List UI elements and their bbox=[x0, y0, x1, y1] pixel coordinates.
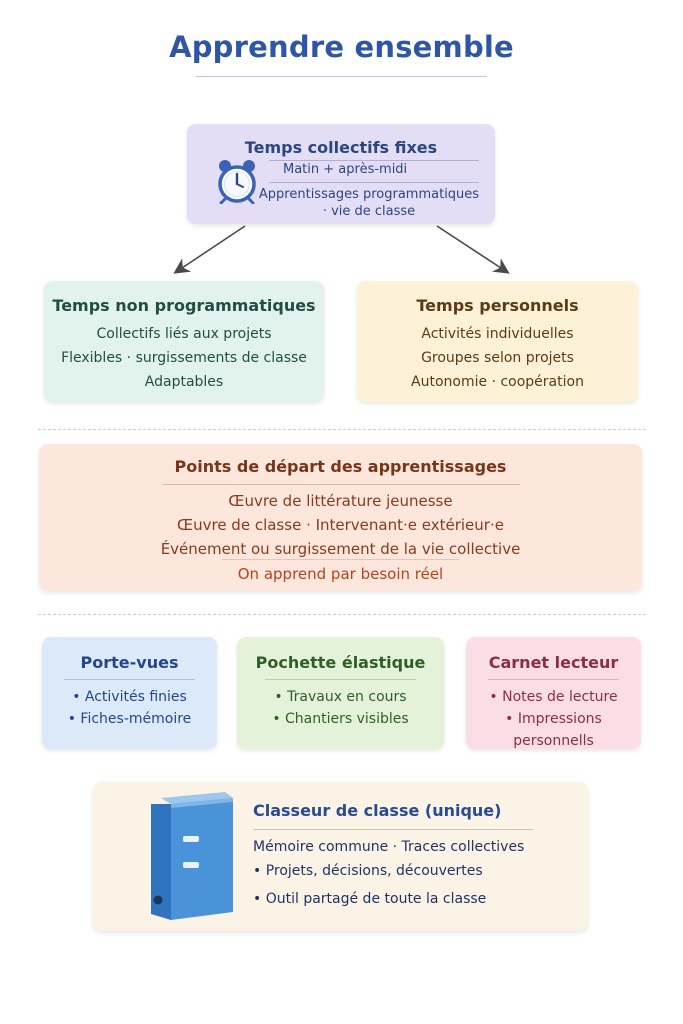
page-title: Apprendre ensemble bbox=[169, 30, 514, 64]
non-programmatic-time-title: Temps non programmatiques bbox=[52, 296, 316, 315]
list-item: • Activités finies bbox=[72, 689, 187, 705]
pochette-elastique-items bbox=[237, 686, 444, 730]
learning-start-points-box bbox=[39, 444, 642, 591]
non-programmatic-time-box bbox=[44, 281, 324, 402]
porte-vues-items bbox=[42, 686, 217, 730]
fixed-collective-time-box bbox=[187, 124, 495, 224]
fixed-time-line-b: · vie de classe bbox=[322, 204, 416, 219]
list-item: Flexibles · surgissements de classe bbox=[61, 350, 307, 366]
list-item: Groupes selon projets bbox=[421, 350, 574, 366]
schedule-text: Matin + après-midi bbox=[283, 162, 408, 177]
list-item: Collectifs liés aux projets bbox=[96, 326, 272, 342]
learning-start-points-title: Points de départ des apprentissages bbox=[174, 457, 507, 476]
list-item: Événement ou surgissement de la vie collective bbox=[160, 540, 521, 558]
divider bbox=[269, 182, 479, 183]
section-divider bbox=[38, 429, 646, 430]
personal-time-lines bbox=[357, 322, 638, 394]
learning-start-points-lines bbox=[39, 489, 642, 561]
divider bbox=[162, 484, 520, 485]
divider bbox=[64, 679, 195, 680]
list-item: • Projets, décisions, découvertes bbox=[253, 863, 483, 879]
fixed-collective-time-title: Temps collectifs fixes bbox=[244, 138, 438, 157]
pochette-elastique-box bbox=[237, 637, 444, 749]
porte-vues-box bbox=[42, 637, 217, 749]
list-item: Activités individuelles bbox=[421, 326, 574, 342]
fixed-time-line-a: Apprentissages programmatiques bbox=[258, 187, 480, 202]
classeur-title: Classeur de classe (unique) bbox=[253, 801, 502, 820]
binder-icon bbox=[143, 788, 243, 922]
list-item: • Impressions personnells bbox=[505, 711, 602, 749]
list-item: • Fiches-mémoire bbox=[67, 711, 192, 727]
learning-start-points-footer: On apprend par besoin réel bbox=[237, 565, 444, 583]
divider bbox=[265, 679, 416, 680]
carnet-lecteur-title: Carnet lecteur bbox=[488, 653, 619, 672]
arrow-right bbox=[437, 226, 507, 272]
porte-vues-title: Porte-vues bbox=[80, 653, 179, 672]
personal-time-box bbox=[357, 281, 638, 402]
fixed-time-description bbox=[247, 186, 491, 220]
list-item: Autonomie · coopération bbox=[411, 374, 584, 390]
section-divider bbox=[38, 614, 646, 615]
list-item: • Chantiers visibles bbox=[272, 711, 409, 727]
divider bbox=[269, 160, 479, 161]
non-programmatic-time-lines bbox=[44, 322, 324, 394]
list-item: • Travaux en cours bbox=[274, 689, 407, 705]
carnet-lecteur-items bbox=[466, 686, 641, 752]
list-item: Œuvre de classe · Intervenant·e extérieur·e bbox=[177, 516, 504, 534]
classeur-box bbox=[93, 782, 588, 931]
arrow-left bbox=[176, 226, 245, 272]
alarm-clock-icon bbox=[215, 158, 259, 204]
divider bbox=[222, 559, 460, 560]
divider bbox=[488, 679, 619, 680]
carnet-lecteur-box bbox=[466, 637, 641, 749]
list-item: • Outil partagé de toute la classe bbox=[253, 891, 487, 907]
list-item: Mémoire commune · Traces collectives bbox=[253, 839, 525, 855]
classeur-lines bbox=[253, 835, 583, 911]
divider bbox=[253, 829, 533, 830]
personal-time-title: Temps personnels bbox=[416, 296, 579, 315]
pochette-elastique-title: Pochette élastique bbox=[255, 653, 426, 672]
list-item: Œuvre de littérature jeunesse bbox=[228, 492, 453, 510]
list-item: • Notes de lecture bbox=[489, 689, 618, 705]
list-item: Adaptables bbox=[144, 374, 224, 390]
